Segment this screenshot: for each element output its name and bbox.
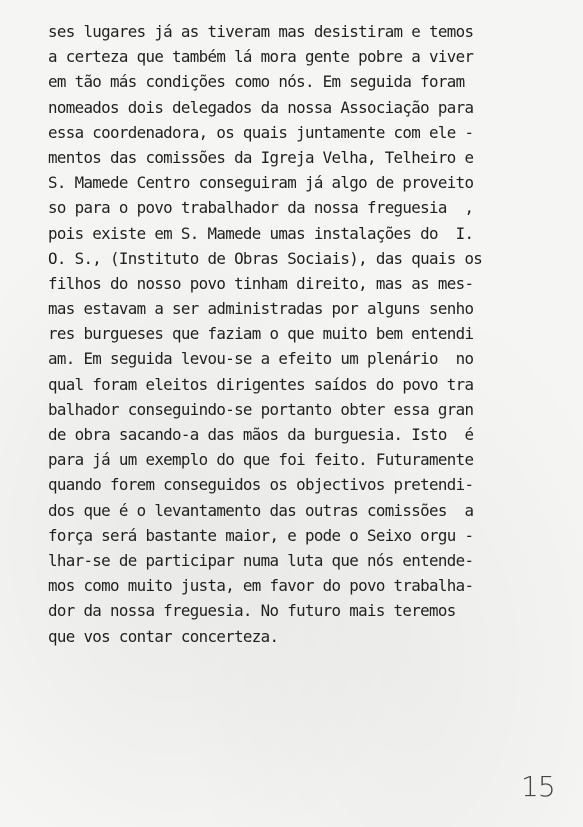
page-number: 15: [521, 770, 555, 803]
text-line-16: balhador conseguindo-se portanto obter essa gran: [48, 399, 474, 419]
text-line-2: a certeza que também lá mora gente pobre a viver: [48, 47, 474, 67]
text-line-5: essa coordenadora, os quais juntamente com ele -: [48, 122, 474, 142]
text-line-19: quando forem conseguidos os objectivos pretendi-: [48, 475, 474, 495]
text-line-4: nomeados dois delegados da nossa Associação para: [48, 97, 474, 117]
text-line-15: qual foram eleitos dirigentes saídos do povo tra: [48, 374, 474, 394]
text-line-13: res burgueses que faziam o que muito bem entendi: [48, 324, 474, 344]
text-line-18: para já um exemplo do que foi feito. Futuramente: [48, 450, 474, 470]
text-line-22: lhar-se de participar numa luta que nós entende-: [48, 550, 474, 570]
text-line-8: so para o povo trabalhador da nossa freguesia ,: [48, 198, 474, 218]
text-line-11: filhos do nosso povo tinham direito, mas as mes-: [48, 273, 474, 293]
text-line-3: em tão más condições como nós. Em seguida foram: [48, 72, 465, 92]
text-line-23: mos como muito justa, em favor do povo trabalha-: [48, 576, 474, 596]
text-line-20: dos que é o levantamento das outras comissões a: [48, 500, 474, 520]
text-line-1: ses lugares já as tiveram mas desistiram e temos: [48, 22, 474, 41]
body-text: [48, 19, 553, 649]
text-line-10: O. S., (Instituto de Obras Sociais), das quais os: [48, 248, 483, 268]
text-line-21: força será bastante maior, e pode o Seixo orgu -: [48, 525, 474, 545]
text-line-6: mentos das comissões da Igreja Velha, Telheiro e: [48, 147, 474, 167]
text-line-7: S. Mamede Centro conseguiram já algo de proveito: [48, 173, 474, 193]
text-line-17: de obra sacando-a das mãos da burguesia. Isto é: [48, 425, 474, 444]
text-line-14: am. Em seguida levou-se a efeito um plenário no: [48, 349, 474, 369]
text-line-24: dor da nossa freguesia. No futuro mais teremos: [48, 601, 456, 621]
text-line-25: que vos contar concerteza.: [48, 626, 279, 646]
text-line-12: mas estavam a ser administradas por alguns senho: [48, 299, 474, 319]
text-line-9: pois existe em S. Mamede umas instalações do I.: [48, 223, 474, 243]
